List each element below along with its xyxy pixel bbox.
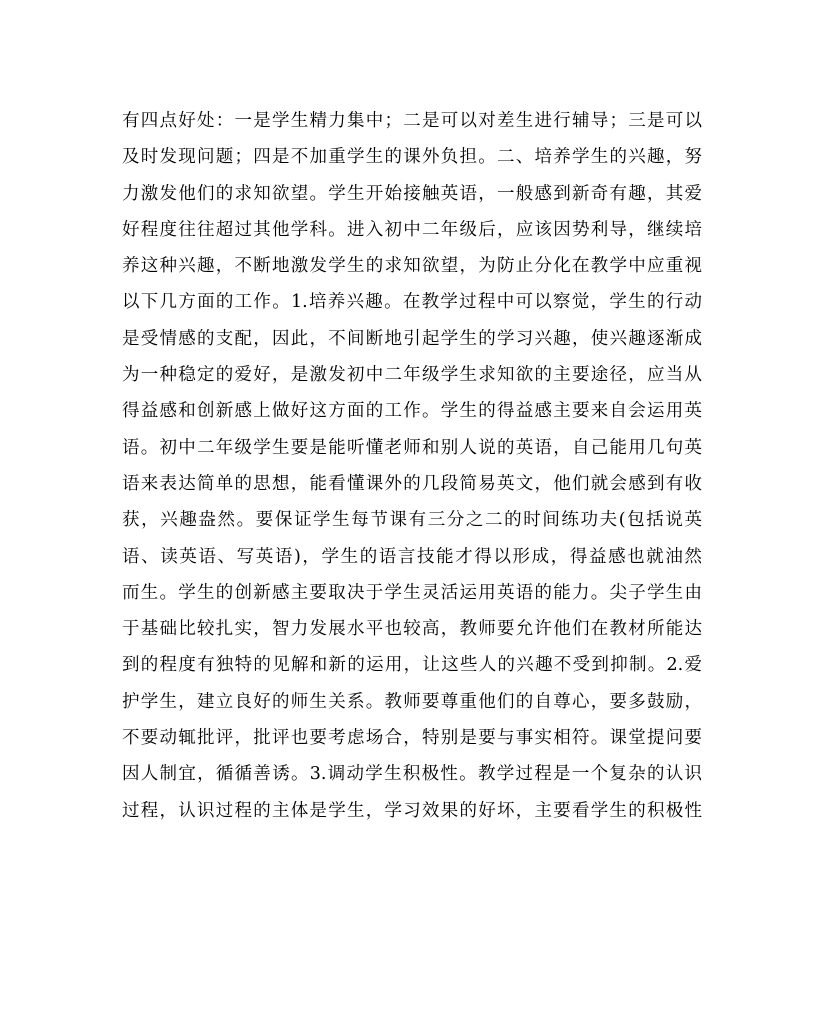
text-line: 到的程度有独特的见解和新的运用，让这些人的兴趣不受到抑制。2.爱: [122, 655, 702, 676]
text-line: 好程度往往超过其他学科。进入初中二年级后，应该因势利导，继续培: [122, 219, 702, 240]
text-line: 有四点好处：一是学生精力集中；二是可以对差生进行辅导；三是可以: [122, 111, 702, 131]
text-line: 为一种稳定的爱好，是激发初中二年级学生求知欲的主要途径，应当从: [122, 365, 702, 386]
text-line: 获，兴趣盎然。要保证学生每节课有三分之二的时间练功夫(包括说英: [122, 510, 702, 531]
text-line: 不要动辄批评，批评也要考虑场合，特别是要与事实相符。课堂提问要: [122, 728, 702, 749]
text-line: 语、读英语、写英语)，学生的语言技能才得以形成，得益感也就油然: [122, 546, 702, 567]
text-line: 语。初中二年级学生要是能听懂老师和别人说的英语，自己能用几句英: [122, 437, 702, 458]
text-line: 力激发他们的求知欲望。学生开始接触英语，一般感到新奇有趣，其爱: [122, 183, 702, 204]
text-line: 是受情感的支配，因此，不间断地引起学生的学习兴趣，使兴趣逐渐成: [122, 328, 702, 349]
text-line: 而生。学生的创新感主要取决于学生灵活运用英语的能力。尖子学生由: [122, 582, 702, 603]
text-line: 因人制宜，循循善诱。3.调动学生积极性。教学过程是一个复杂的认识: [122, 764, 702, 785]
text-line: 护学生，建立良好的师生关系。教师要尊重他们的自尊心，要多鼓励，: [122, 691, 702, 712]
text-line: 于基础比较扎实，智力发展水平也较高，教师要允许他们在教材所能达: [122, 619, 702, 640]
text-line: 语来表达简单的思想，能看懂课外的几段简易英文，他们就会感到有收: [122, 473, 702, 494]
text-line: 以下几方面的工作。1.培养兴趣。在教学过程中可以察觉，学生的行动: [122, 292, 702, 313]
text-line: 得益感和创新感上做好这方面的工作。学生的得益感主要来自会运用英: [122, 401, 702, 422]
text-line: 养这种兴趣，不断地激发学生的求知欲望，为防止分化在教学中应重视: [122, 256, 702, 277]
text-line: 及时发现问题；四是不加重学生的课外负担。二、培养学生的兴趣，努: [122, 147, 702, 168]
body-text: [122, 103, 702, 829]
text-line: 过程，认识过程的主体是学生，学习效果的好坏，主要看学生的积极性: [122, 800, 702, 821]
